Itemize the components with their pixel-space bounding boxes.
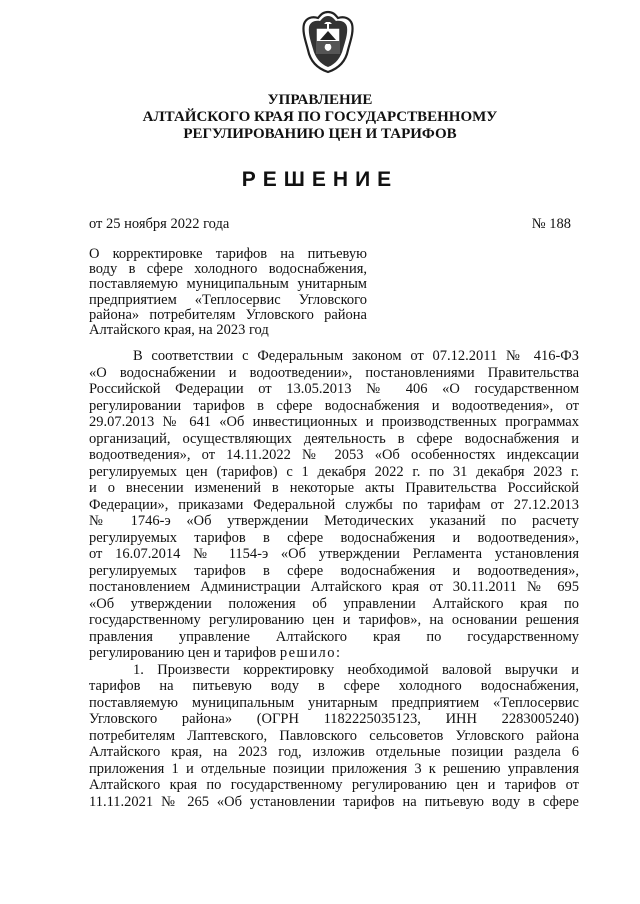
preamble-paragraph [89,348,579,662]
body-line: постановлением Администрации Алтайского края от 30.11.2011 № 695 [89,579,579,595]
subject-line: О корректировке тарифов на питьевую [89,246,367,262]
body-line: 29.07.2013 № 641 «Об инвестиционных и производственных программах [89,414,579,430]
authority-line-3: РЕГУЛИРОВАНИЮ ЦЕН И ТАРИФОВ [183,126,457,142]
body-line: организаций, осуществляющих деятельность в сфере водоснабжения и [89,430,579,447]
body-line: Российской Федерации от 13.05.2013 № 406 «О государственном [89,381,579,397]
body-line: В соответствии с Федеральным законом от 07.12.2011 № 416-ФЗ [133,348,579,364]
document-type-heading: РЕШЕНИЕ [241,168,399,191]
body-text: регулированию цен и тарифов [89,645,277,661]
subject-line: района» потребителям Угловского района [89,306,367,323]
body-line: № 1746-э «Об утверждении Методических указаний по расчету [89,513,579,529]
body-line: правления управление Алтайского края по государственному [89,628,579,645]
body-line: приложения 1 и отдельные позиции приложения 3 к решению управления [89,760,579,777]
body-line: «О водоснабжении и водоотведении», постановлениями Правительства [89,364,579,381]
issuing-authority [0,92,640,143]
authority-line-2: АЛТАЙСКОГО КРАЯ ПО ГОСУДАРСТВЕННОМУ [142,109,498,125]
resolved-word: решило: [279,645,342,661]
body-line: водоотведения», от 14.11.2022 № 2053 «Об особенностях индексации [89,447,579,463]
document-date: от 25 ноября 2022 года [89,216,230,232]
body-line: регулируемых цен (тарифов) с 1 декабря 2022 г. по 31 декабря 2023 г. [89,463,579,480]
body-line: Угловского района» (ОГРН 1182225035123, ИНН 2283005240) [89,711,579,727]
body-line: Алтайского края по государственному регулированию цен и тарифов от [89,777,579,793]
document-number: № 188 [531,216,571,232]
body-line: потребителям Лаптевского, Павловского сельсоветов Угловского района [89,727,579,744]
body-line-resolution [89,645,579,662]
subject-line: предприятием «Теплосервис Угловского [89,291,367,308]
body-line: Алтайского края, на 2023 год, изложив отдельные позиции раздела 6 [89,744,579,760]
clause-1-paragraph [89,662,579,811]
document-body [89,348,579,810]
subject-line: воду в сфере холодного водоснабжения, [89,261,367,278]
body-line: регулируемых тарифов в сфере водоснабжения и водоотведения», [89,529,579,546]
subject-line: поставляемую муниципальным унитарным [89,276,367,293]
coat-of-arms-emblem [300,10,356,74]
body-line: государственному регулированию цен и тарифов», на основании решения [89,612,579,628]
authority-line-1: УПРАВЛЕНИЕ [267,92,373,108]
body-line: Федерации», приказами Федеральной службы по тарифам от 27.12.2013 [89,496,579,513]
body-line: поставляемую муниципальным унитарным предприятием «Теплосервис [89,694,579,711]
document-subject [89,247,367,338]
body-line: от 16.07.2014 № 1154-э «Об утверждении Регламента установления [89,546,579,562]
body-line: «Об утверждении положения об управлении Алтайского края по [89,595,579,612]
body-line: тарифов на питьевую воду в сфере холодного водоснабжения, [89,678,579,694]
body-line: регулируемых тарифов в сфере водоснабжения и водоотведения», [89,562,579,579]
body-line: и о внесении изменений в некоторые акты Правительства Российской [89,480,579,496]
body-line: 1. Произвести корректировку необходимой валовой выручки и [133,661,579,678]
subject-line: Алтайского края, на 2023 год [89,322,269,339]
body-line: 11.11.2021 № 265 «Об установлении тарифов на питьевую воду в сфере [89,793,579,810]
body-line: регулировании тарифов в сфере водоснабжения и водоотведения», от [89,397,579,414]
